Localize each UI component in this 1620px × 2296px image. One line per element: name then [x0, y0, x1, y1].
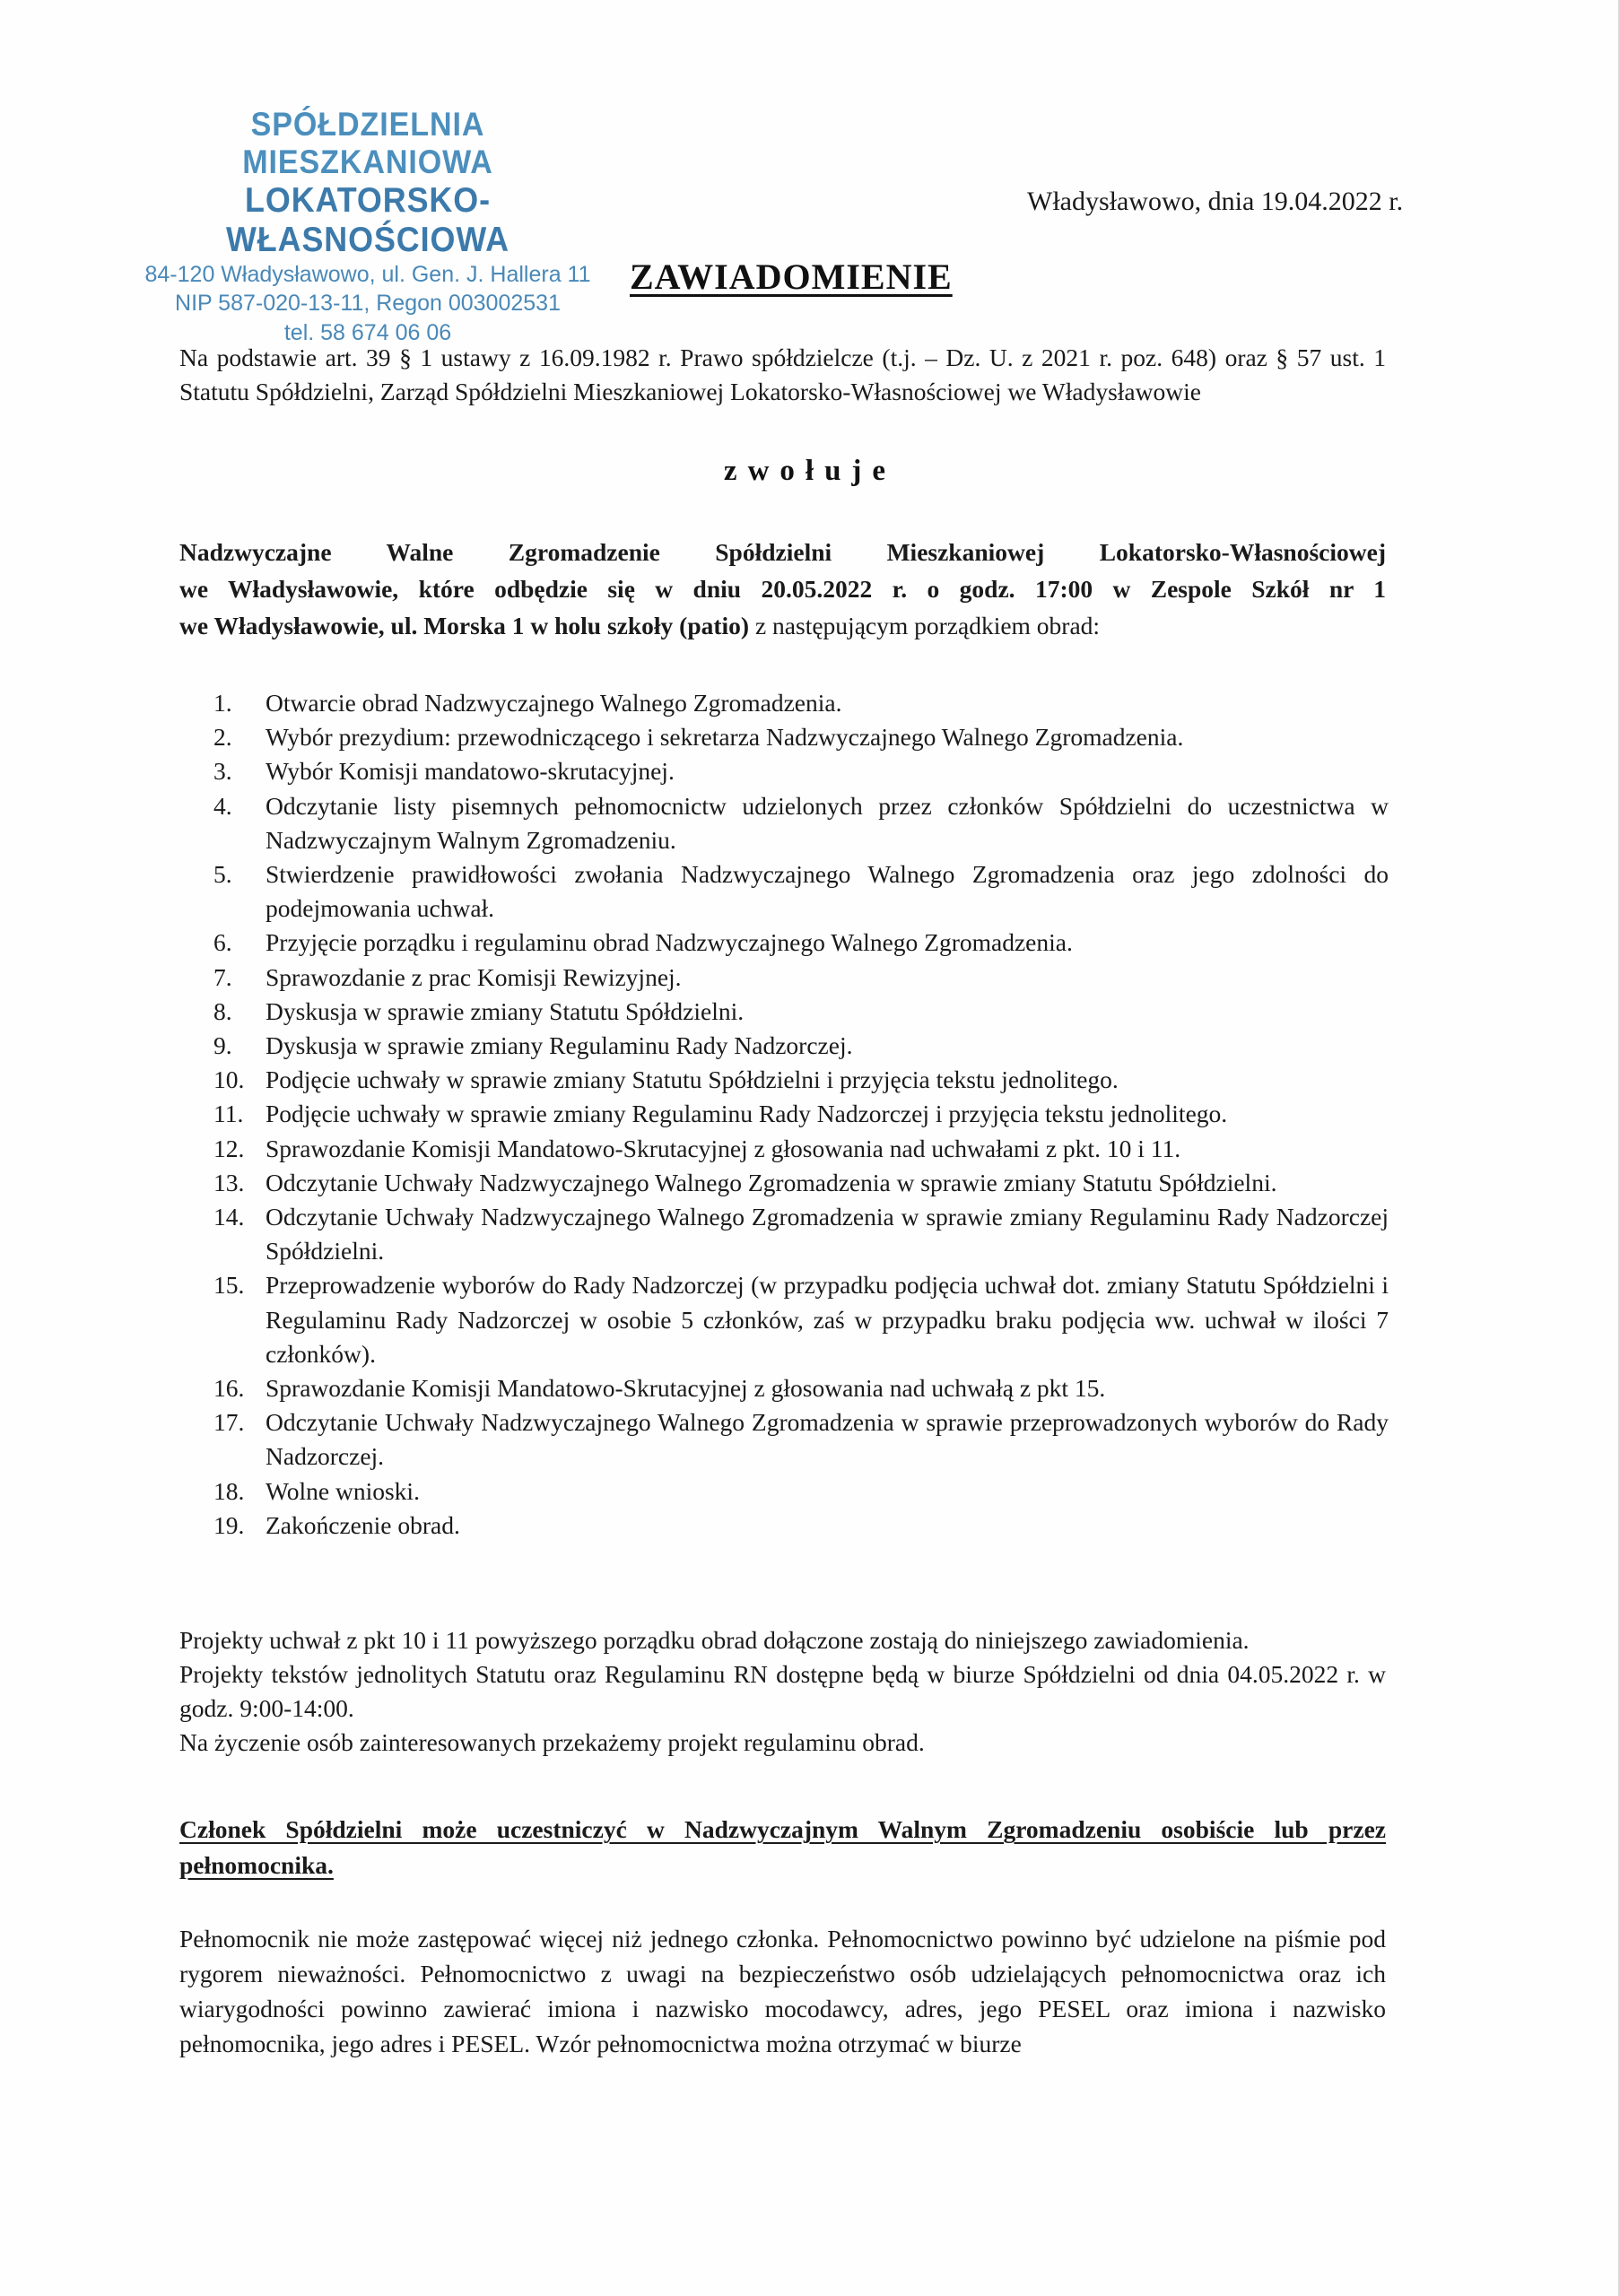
agenda-item-number: 8.	[213, 996, 232, 1025]
agenda-item	[213, 720, 1389, 754]
agenda-item	[213, 1029, 1389, 1063]
agenda-item	[213, 995, 1389, 1029]
agenda-item-number: 7.	[213, 962, 232, 991]
agenda-item-text: Dyskusja w sprawie zmiany Regulaminu Rady Nadzorczej.	[266, 1031, 853, 1060]
legal-basis-paragraph: Na podstawie art. 39 § 1 ustawy z 16.09.1982 r. Prawo spółdzielcze (t.j. – Dz. U. z 2021 r. poz. 648) oraz § 57 ust. 1 Statutu Spółdzielni, Zarząd Spółdzielni Mieszkaniowej Lokatorsko-Własnościowej we Władysławowie	[179, 344, 1386, 405]
meeting-line-3	[179, 607, 1386, 644]
agenda-item	[213, 857, 1389, 926]
agenda-item-text: Podjęcie uchwały w sprawie zmiany Statutu Spółdzielni i przyjęcia tekstu jednolitego.	[266, 1065, 1119, 1094]
agenda-item-number: 13.	[213, 1168, 245, 1196]
agenda-item-number: 10.	[213, 1065, 245, 1094]
draft-documents-info	[179, 1623, 1386, 1760]
agenda-item-number: 9.	[213, 1031, 232, 1060]
agenda-item	[213, 961, 1389, 995]
agenda-item-text: Przyjęcie porządku i regulaminu obrad Nadzwyczajnego Walnego Zgromadzenia.	[266, 928, 1073, 957]
agenda-item	[213, 1509, 1389, 1543]
stamp-phone: tel. 58 674 06 06	[283, 320, 452, 345]
agenda-item-number: 5.	[213, 860, 232, 889]
agenda-item-number: 12.	[213, 1134, 245, 1162]
stamp-name-line1: SPÓŁDZIELNIA MIESZKANIOWA	[242, 106, 493, 180]
agenda-item-text: Sprawozdanie z prac Komisji Rewizyjnej.	[266, 962, 682, 991]
agenda-item	[213, 1097, 1389, 1131]
document-title: ZAWIADOMIENIE	[630, 257, 953, 297]
agenda-item-number: 6.	[213, 928, 232, 957]
agenda-item	[213, 754, 1389, 788]
agenda-item-text: Zakończenie obrad.	[266, 1510, 460, 1539]
agenda-item	[213, 1268, 1389, 1371]
agenda-item-number: 18.	[213, 1476, 245, 1505]
agenda-item-text: Odczytanie Uchwały Nadzwyczajnego Walnego Zgromadzenia w sprawie zmiany Statutu Spółdzielni.	[266, 1168, 1277, 1196]
meeting-line-1: Nadzwyczajne Walne Zgromadzenie Spółdzielni Mieszkaniowej Lokatorsko-Własnościowej	[179, 538, 1386, 566]
draft-resolutions-note: Projekty uchwał z pkt 10 i 11 powyższego porządku obrad dołączone zostają do niniejszego zawiadomienia.	[179, 1626, 1250, 1654]
stamp-address: 84-120 Władysławowo, ul. Gen. J. Hallera 11	[144, 262, 591, 287]
agenda-item-text: Odczytanie Uchwały Nadzwyczajnego Walnego Zgromadzenia w sprawie przeprowadzonych wyborów do Rady Nadzorczej.	[266, 1408, 1389, 1471]
agenda-item-text: Otwarcie obrad Nadzwyczajnego Walnego Zgromadzenia.	[266, 689, 842, 717]
agenda-item-number: 17.	[213, 1408, 245, 1437]
place-and-date: Władysławowo, dnia 19.04.2022 r.	[1027, 187, 1404, 216]
agenda-item-text: Podjęcie uchwały w sprawie zmiany Regulaminu Rady Nadzorczej i przyjęcia tekstu jednolitego.	[266, 1100, 1228, 1128]
agenda-item-number: 14.	[213, 1203, 245, 1231]
agenda-item-text: Sprawozdanie Komisji Mandatowo-Skrutacyjnej z głosowania nad uchwałami z pkt. 10 i 11.	[266, 1134, 1181, 1162]
agenda-item-number: 19.	[213, 1510, 245, 1539]
agenda-item	[213, 1405, 1389, 1474]
agenda-item-text: Dyskusja w sprawie zmiany Statutu Spółdzielni.	[266, 996, 745, 1025]
uniform-texts-availability: Projekty tekstów jednolitych Statutu oraz Regulaminu RN dostępne będą w biurze Spółdzielni od dnia 04.05.2022 r. w godz. 9:00-14:00.	[179, 1660, 1386, 1722]
agenda-item-number: 2.	[213, 723, 232, 752]
agenda-item-number: 1.	[213, 689, 232, 717]
stamp-tax-ids: NIP 587-020-13-11, Regon 003002531	[175, 291, 561, 316]
agenda-item	[213, 1132, 1389, 1166]
meeting-agenda-intro: z następującym porządkiem obrad:	[749, 612, 1101, 639]
agenda-item-number: 11.	[213, 1100, 244, 1128]
agenda-item	[213, 1200, 1389, 1268]
agenda-item-text: Wybór prezydium: przewodniczącego i sekretarza Nadzwyczajnego Walnego Zgromadzenia.	[266, 723, 1184, 752]
agenda-item	[213, 1063, 1389, 1097]
agenda-item-text: Wolne wnioski.	[266, 1476, 420, 1505]
agenda-item	[213, 789, 1389, 857]
rules-on-request-note: Na życzenie osób zainteresowanych przekażemy projekt regulaminu obrad.	[179, 1728, 925, 1756]
agenda-item	[213, 926, 1389, 960]
stamp-name-line2: LOKATORSKO-WŁASNOŚCIOWA	[225, 181, 510, 259]
agenda-item-text: Stwierdzenie prawidłowości zwołania Nadzwyczajnego Walnego Zgromadzenia oraz jego zdolności do podejmowania uchwał.	[266, 860, 1389, 923]
convene-heading: zwołuje	[723, 455, 897, 487]
agenda-item-number: 4.	[213, 791, 232, 820]
member-participation-note: Członek Spółdzielni może uczestniczyć w Nadzwyczajnym Walnym Zgromadzeniu osobiście lub przez pełnomocnika.	[179, 1815, 1386, 1879]
agenda-item	[213, 1371, 1389, 1405]
meeting-location: we Władysławowie, ul. Morska 1 w holu szkoły (patio)	[179, 612, 750, 639]
proxy-rules-paragraph: Pełnomocnik nie może zastępować więcej niż jednego członka. Pełnomocnictwo powinno być udzielone na piśmie pod rygorem nieważności. Pełnomocnictwo z uwagi na bezpieczeństwo osób udzielających pełnomocnictwa oraz ich wiarygodności powinno zawierać imiona i nazwisko mocodawcy, adres, jego PESEL oraz imiona i nazwisko pełnomocnika, jego adres i PESEL. Wzór pełnomocnictwa można otrzymać w biurze	[179, 1925, 1386, 2057]
agenda-item-text: Przeprowadzenie wyborów do Rady Nadzorczej (w przypadku podjęcia uchwał dot. zmiany Statutu Spółdzielni i Regulaminu Rady Nadzorczej w osobie 5 członków, zaś w przypadku braku podjęcia ww. uchwał w ilości 7 członków).	[266, 1271, 1389, 1368]
agenda-item-text: Sprawozdanie Komisji Mandatowo-Skrutacyjnej z głosowania nad uchwałą z pkt 15.	[266, 1374, 1106, 1403]
agenda-list	[213, 686, 1389, 1543]
agenda-item-text: Wybór Komisji mandatowo-skrutacyjnej.	[266, 757, 675, 786]
agenda-item-number: 15.	[213, 1271, 245, 1300]
agenda-item	[213, 1474, 1389, 1509]
agenda-item	[213, 1166, 1389, 1200]
agenda-item-number: 16.	[213, 1374, 245, 1403]
meeting-line-2: we Władysławowie, które odbędzie się w dniu 20.05.2022 r. o godz. 17:00 w Zespole Szkół nr 1	[179, 575, 1386, 603]
cooperative-stamp	[135, 106, 601, 348]
agenda-item-text: Odczytanie Uchwały Nadzwyczajnego Walnego Zgromadzenia w sprawie zmiany Regulaminu Rady Nadzorczej Spółdzielni.	[266, 1203, 1389, 1265]
agenda-item-number: 3.	[213, 757, 232, 786]
agenda-item	[213, 686, 1389, 720]
agenda-item-text: Odczytanie listy pisemnych pełnomocnictw udzielonych przez członków Spółdzielni do uczestnictwa w Nadzwyczajnym Walnym Zgromadzeniu.	[266, 791, 1389, 854]
meeting-details	[179, 534, 1386, 644]
